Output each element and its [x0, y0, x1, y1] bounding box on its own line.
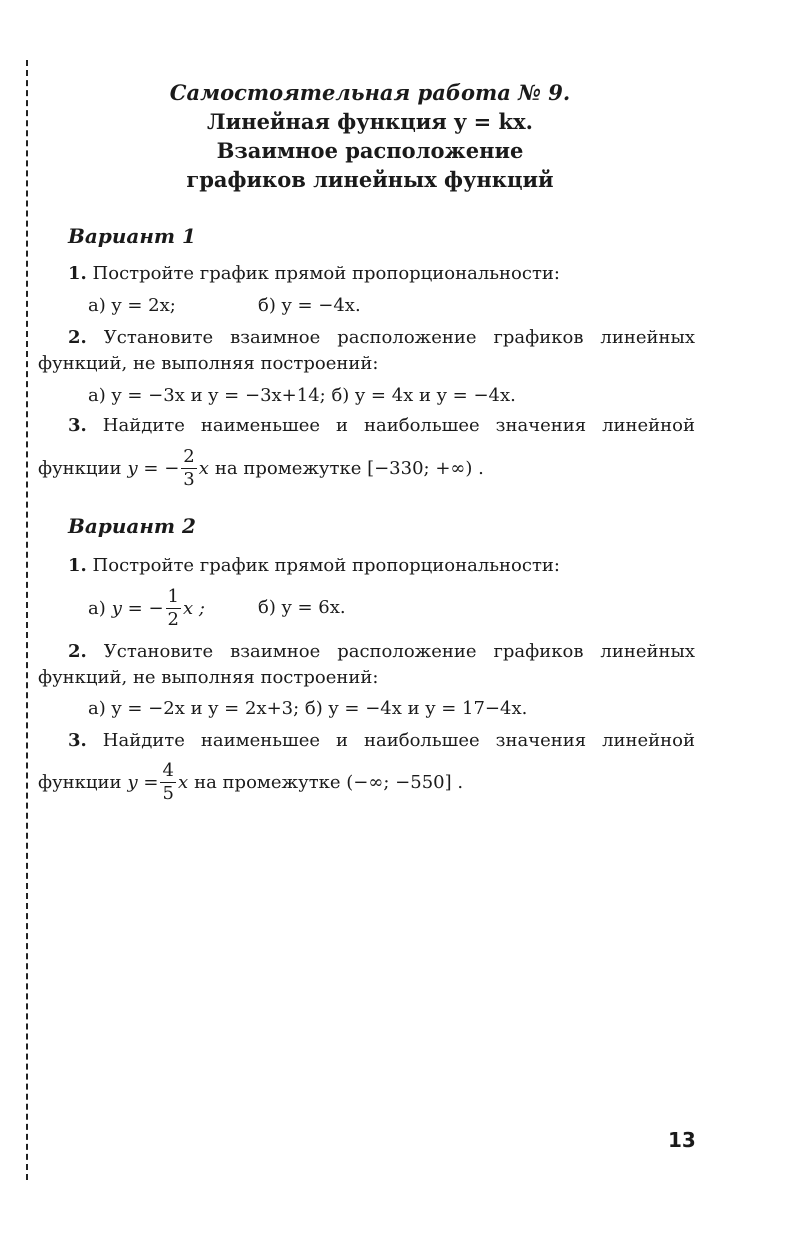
v2-task3-formula	[38, 752, 463, 812]
v1-task3-denominator: 3	[183, 468, 195, 490]
v2-task2-number: 2.	[68, 641, 87, 662]
v1-task1-a: а) y = 2x;	[88, 295, 176, 316]
v1-task1-number: 1.	[68, 263, 87, 284]
v1-task3-line1	[68, 414, 695, 438]
v2-task1-a-denominator: 2	[167, 608, 179, 630]
v2-task1-a-fraction	[166, 586, 181, 631]
v2-task2-text: Установите взаимное расположение графиков линейных	[103, 641, 695, 662]
v1-task1-text: Постройте график прямой пропорциональности:	[92, 263, 560, 284]
v1-task3-lhs: y = −	[127, 457, 180, 479]
v2-task2-line1	[68, 640, 695, 664]
v2-task3-lhs: y =	[127, 771, 159, 793]
title-line-2: Линейная функция y = kx.	[207, 109, 533, 134]
v2-task1-a-lhs: y = −	[111, 597, 164, 619]
page-number: 13	[668, 1128, 696, 1152]
v2-task3-line1	[68, 729, 695, 753]
v2-task3-prefix: функции	[38, 771, 122, 793]
v2-task1-text: Постройте график прямой пропорциональности:	[92, 555, 560, 576]
v1-task3-fraction	[181, 446, 196, 491]
v2-task3-denominator: 5	[162, 782, 174, 804]
v1-task3-suffix: на промежутке [−330; +∞) .	[214, 457, 484, 479]
v2-task1-a-numerator: 1	[167, 585, 179, 607]
v2-task1-a-var: x ;	[183, 597, 205, 619]
title-line-1: Самостоятельная работа № 9.	[169, 80, 571, 105]
v2-task2-line2: функций, не выполняя построений:	[38, 667, 379, 688]
v1-task3-prefix: функции	[38, 457, 122, 479]
v2-task3-suffix: на промежутке (−∞; −550] .	[194, 771, 464, 793]
binding-margin-line	[26, 60, 28, 1180]
v2-task3-fraction	[160, 760, 175, 805]
v2-task2-items: а) y = −2x и y = 2x+3; б) y = −4x и y = 17−4x.	[88, 698, 528, 719]
v2-task3-var: x	[177, 771, 189, 793]
v1-task2-items: а) y = −3x и y = −3x+14; б) y = 4x и y = −4x.	[88, 385, 516, 406]
v1-task3-text: Найдите наименьшее и наибольшее значения линейной	[102, 415, 695, 436]
v2-task3-numerator: 4	[162, 759, 174, 781]
v1-task1-b: б) y = −4x.	[258, 295, 361, 316]
v1-task3-formula	[38, 438, 484, 498]
title-line-3: Взаимное расположение	[216, 138, 524, 163]
v1-task2-line1	[68, 326, 695, 350]
v1-task3-var: x	[198, 457, 209, 479]
variant-1-heading: Вариант 1	[68, 224, 196, 248]
v2-task1-a	[88, 578, 205, 638]
page-title	[0, 78, 740, 194]
v1-task2-text: Установите взаимное расположение графиков линейных	[103, 327, 695, 348]
v1-task3-number: 3.	[68, 415, 87, 436]
variant-2-heading: Вариант 2	[68, 514, 196, 538]
title-line-4: графиков линейных функций	[186, 167, 554, 192]
v2-task3-text: Найдите наименьшее и наибольшее значения линейной	[102, 730, 695, 751]
v1-task2-line2: функций, не выполняя построений:	[38, 353, 379, 374]
v2-task1	[68, 554, 560, 578]
v2-task1-b: б) y = 6x.	[258, 597, 346, 618]
v1-task3-numerator: 2	[183, 445, 195, 467]
v2-task1-number: 1.	[68, 555, 87, 576]
v2-task1-a-label: а)	[88, 597, 106, 619]
v1-task2-number: 2.	[68, 327, 87, 348]
v2-task3-number: 3.	[68, 730, 87, 751]
v1-task1	[68, 262, 560, 286]
